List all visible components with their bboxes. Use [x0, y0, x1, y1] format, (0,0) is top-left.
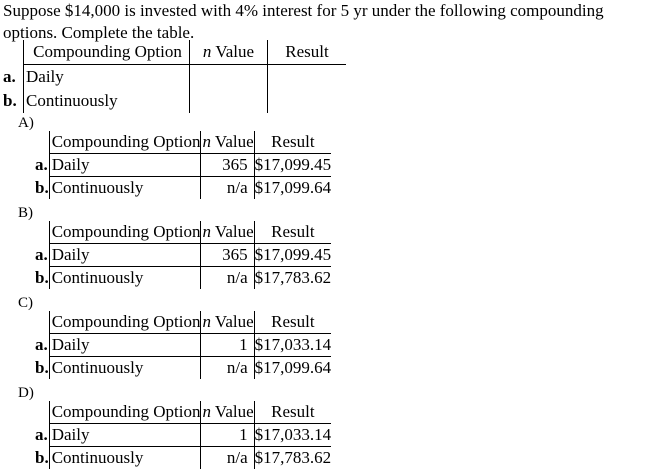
- row-option: Daily: [49, 334, 201, 357]
- choice-letter[interactable]: D): [18, 385, 34, 401]
- choice-table: [35, 131, 331, 199]
- table-row: [3, 65, 346, 90]
- row-option: Continuously: [49, 357, 201, 380]
- table-row: [35, 267, 331, 290]
- row-option: Daily: [49, 244, 201, 267]
- row-label: a.: [35, 335, 48, 354]
- header-n-rest: Value: [210, 402, 254, 421]
- row-label: b.: [3, 91, 17, 110]
- row-label: a.: [35, 245, 48, 264]
- row-n-value: 365: [201, 244, 254, 267]
- table-row: [35, 357, 331, 380]
- choice-letter[interactable]: A): [18, 115, 34, 131]
- row-n-value: [190, 89, 268, 113]
- header-option: Compounding Option: [49, 221, 201, 244]
- row-label: a.: [35, 425, 48, 444]
- row-n-value: [190, 65, 268, 90]
- row-option: Continuously: [49, 177, 201, 200]
- row-result: $17,033.14: [254, 424, 331, 447]
- table-row: [35, 447, 331, 470]
- header-label-cell: [35, 311, 49, 334]
- header-result: Result: [254, 401, 331, 424]
- row-label: a.: [35, 155, 48, 174]
- header-n-value: [190, 40, 268, 65]
- header-option: Compounding Option: [24, 40, 190, 65]
- choice-table-header: [35, 131, 331, 154]
- row-option: Daily: [49, 154, 201, 177]
- row-result: $17,783.62: [254, 448, 332, 467]
- header-n-rest: Value: [211, 42, 255, 61]
- header-result: Result: [254, 131, 331, 154]
- choice-table: [35, 401, 331, 469]
- row-result: $17,033.14: [254, 334, 331, 357]
- row-result: [268, 65, 347, 90]
- row-result: $17,783.62: [254, 268, 332, 287]
- table-row: [35, 424, 331, 447]
- header-result: Result: [254, 221, 331, 244]
- header-n-rest: Value: [210, 312, 254, 331]
- row-n-value: n/a: [201, 177, 254, 200]
- header-n-italic: n: [202, 42, 212, 61]
- header-n-rest: Value: [210, 222, 254, 241]
- row-label: b.: [35, 447, 49, 467]
- header-label-cell: [35, 131, 49, 154]
- header-label-cell: [35, 401, 49, 424]
- row-result: $17,099.45: [254, 244, 331, 267]
- row-label: b.: [35, 267, 49, 287]
- choice-table-header: [35, 401, 331, 424]
- row-label: b.: [35, 357, 49, 377]
- row-label: b.: [35, 177, 49, 197]
- row-result: [268, 89, 347, 113]
- header-n-rest: Value: [210, 132, 254, 151]
- header-n-value: [201, 401, 254, 424]
- row-result: $17,099.64: [254, 178, 332, 197]
- header-n-value: [201, 221, 254, 244]
- row-n-value: 1: [201, 334, 254, 357]
- header-n-italic: n: [202, 402, 211, 421]
- header-n-value: [201, 131, 254, 154]
- row-option: Continuously: [49, 267, 201, 290]
- header-n-italic: n: [202, 132, 211, 151]
- row-label: a.: [3, 66, 16, 86]
- header-label-cell: [3, 40, 24, 65]
- question-text: Suppose $14,000 is invested with 4% interest for 5 yr under the following compounding options. Complete the table.: [3, 1, 604, 42]
- row-n-value: n/a: [201, 357, 254, 380]
- choice-table: [35, 311, 331, 379]
- choice-letter[interactable]: B): [18, 205, 33, 221]
- header-n-italic: n: [202, 222, 211, 241]
- header-result: Result: [254, 311, 331, 334]
- header-result: Result: [268, 40, 347, 65]
- question-table-header: [3, 40, 346, 65]
- table-row: [35, 334, 331, 357]
- row-option: Continuously: [24, 89, 190, 113]
- table-row: [3, 89, 346, 113]
- choice-table: [35, 221, 331, 289]
- header-option: Compounding Option: [49, 401, 201, 424]
- header-label-cell: [35, 221, 49, 244]
- row-result: $17,099.64: [254, 358, 332, 377]
- table-row: [35, 154, 331, 177]
- header-n-value: [201, 311, 254, 334]
- row-option: Daily: [49, 424, 201, 447]
- row-option: Daily: [24, 65, 190, 90]
- row-n-value: n/a: [201, 267, 254, 290]
- table-row: [35, 244, 331, 267]
- row-n-value: 1: [201, 424, 254, 447]
- row-n-value: n/a: [201, 447, 254, 470]
- row-n-value: 365: [201, 154, 254, 177]
- choice-table-header: [35, 311, 331, 334]
- header-n-italic: n: [202, 312, 211, 331]
- row-option: Continuously: [49, 447, 201, 470]
- choice-letter[interactable]: C): [18, 295, 33, 311]
- choice-table-header: [35, 221, 331, 244]
- header-option: Compounding Option: [49, 311, 201, 334]
- table-row: [35, 177, 331, 200]
- header-option: Compounding Option: [49, 131, 201, 154]
- question-table: [3, 40, 346, 113]
- row-result: $17,099.45: [254, 154, 331, 177]
